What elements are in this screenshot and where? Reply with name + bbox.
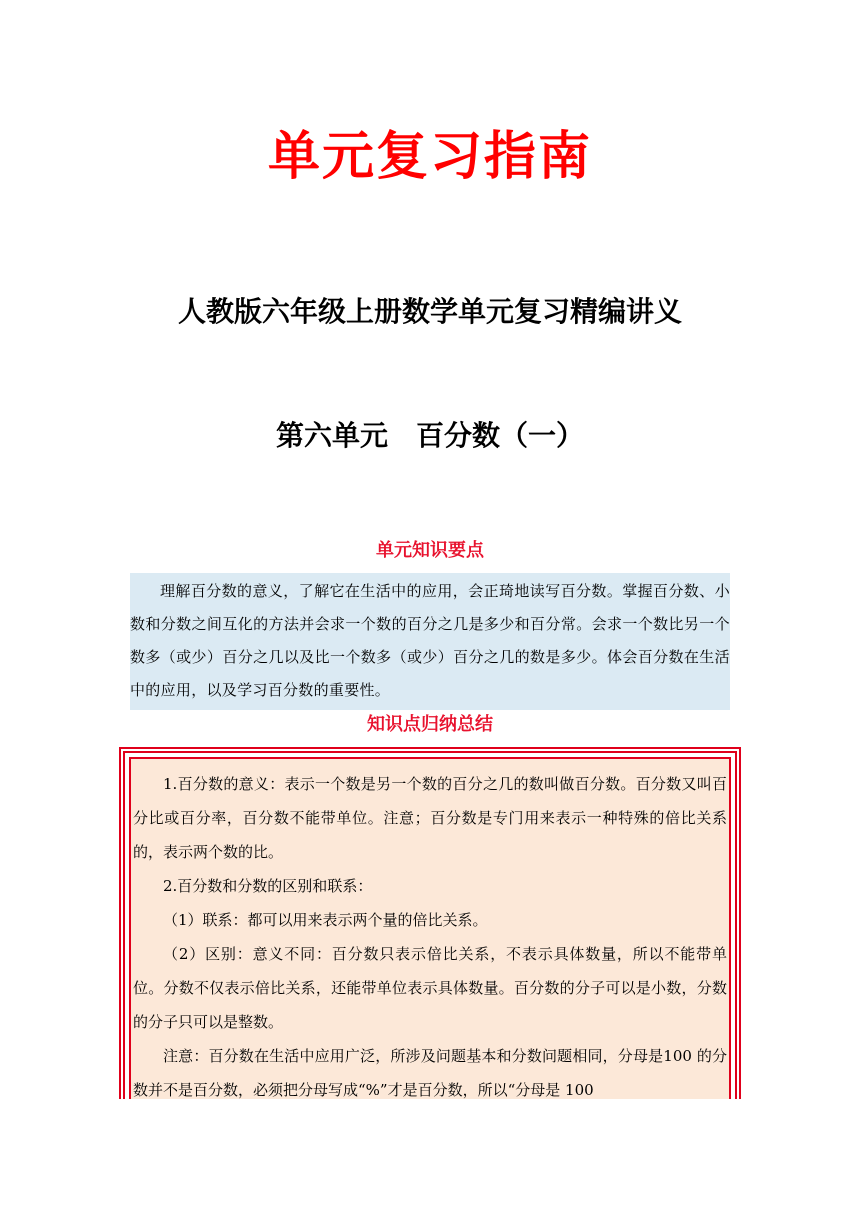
subtitle: 人教版六年级上册数学单元复习精编讲义 [177, 295, 682, 328]
summary-paragraph-3: （1）联系：都可以用来表示两个量的倍比关系。 [163, 911, 488, 929]
key-points-box [130, 573, 730, 710]
section-heading-summary: 知识点归纳总结 [367, 714, 493, 735]
section-heading-key-points: 单元知识要点 [376, 540, 484, 561]
unit-title: 第六单元 百分数（一） [275, 419, 584, 452]
key-points-text: 理解百分数的意义，了解它在生活中的应用，会正琦地读写百分数。掌握百分数、小数和分数之间互化的方法并会求一个数的百分之几是多少和百分常。会求一个数比另一个数多（或少）百分之几以及比一个数多（或少）百分之几的数是多少。体会百分数在生活中的应用，以及学习百分数的重要性。 [130, 582, 730, 699]
summary-paragraph-4: （2）区别：意义不同：百分数只表示倍比关系，不表示具体数量，所以不能带单位。分数不仅表示倍比关系，还能带单位表示具体数量。百分数的分子可以是小数，分数的分子只可以是整数。 [133, 945, 727, 1031]
summary-frame [119, 747, 741, 1099]
summary-paragraph-5: 注意：百分数在生活中应用广泛，所涉及问题基本和分数问题相同，分母是100 的分数并不是百分数，必须把分母写成“%”才是百分数，所以“分母是 100 [133, 1047, 727, 1099]
summary-paragraph-2: 2.百分数和分数的区别和联系： [163, 877, 373, 895]
summary-paragraph-1: 1.百分数的意义：表示一个数是另一个数的百分之几的数叫做百分数。百分数又叫百分比或百分率，百分数不能带单位。注意；百分数是专门用来表示一种特殊的倍比关系的，表示两个数的比。 [133, 775, 727, 861]
main-title: 单元复习指南 [267, 127, 592, 187]
summary-content [129, 757, 731, 1099]
